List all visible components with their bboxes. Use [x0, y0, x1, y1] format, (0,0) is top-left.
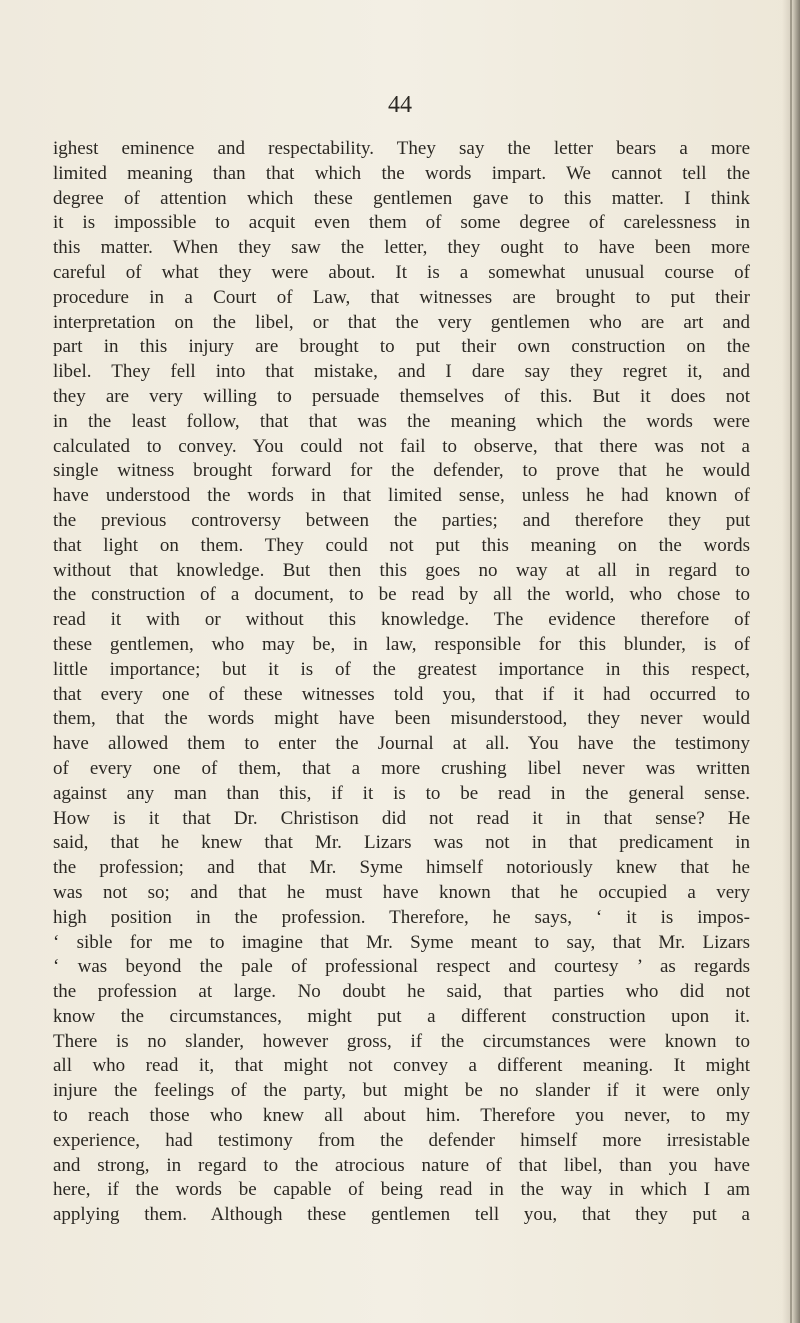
text-line: them, that the words might have been misunderstood, they never would [53, 708, 750, 730]
text-line: the previous controversy between the parties; and therefore they put [53, 509, 750, 531]
text-line: this matter. When they saw the letter, they ought to have been more [53, 237, 750, 259]
text-line: have understood the words in that limited sense, unless he had known of [53, 485, 750, 507]
text-line: interpretation on the libel, or that the very gentlemen who are art and [53, 311, 750, 333]
text-line: in the least follow, that that was the meaning which the words were [53, 410, 750, 432]
text-line: the profession; and that Mr. Syme himself notoriously knew that he [53, 857, 750, 879]
text-line: little importance; but it is of the greatest importance in this respect, [53, 658, 750, 680]
text-line: single witness brought forward for the defender, to prove that he would [53, 460, 750, 482]
text-line: said, that he knew that Mr. Lizars was not in that predicament in [53, 832, 750, 854]
text-line: libel. They fell into that mistake, and I dare say they regret it, and [53, 361, 750, 383]
text-line: the construction of a document, to be read by all the world, who chose to [53, 584, 750, 606]
text-line: to reach those who knew all about him. Therefore you never, to my [53, 1105, 750, 1127]
text-line: all who read it, that might not convey a different meaning. It might [53, 1055, 750, 1077]
page-number: 44 [388, 92, 412, 118]
text-line: careful of what they were about. It is a somewhat unusual course of [53, 261, 750, 283]
text-line: without that knowledge. But then this goes no way at all in regard to [53, 559, 750, 581]
text-line: degree of attention which these gentlemen gave to this matter. I think [53, 187, 750, 209]
text-line: it is impossible to acquit even them of some degree of carelessness in [53, 212, 750, 234]
text-line: the profession at large. No doubt he said, that parties who did not [53, 981, 750, 1003]
text-line: injure the feelings of the party, but might be no slander if it were only [53, 1080, 750, 1102]
text-line: of every one of them, that a more crushing libel never was written [53, 757, 750, 779]
text-line: against any man than this, if it is to be read in the general sense. [53, 782, 750, 804]
text-line: part in this injury are brought to put their own construction on the [53, 336, 750, 358]
text-line: experience, had testimony from the defender himself more irresistable [53, 1129, 750, 1151]
text-line: have allowed them to enter the Journal at all. You have the testimony [53, 733, 750, 755]
text-line: applying them. Although these gentlemen tell you, that they put a [53, 1204, 750, 1226]
text-line: that every one of these witnesses told you, that if it had occurred to [53, 683, 750, 705]
body-text [53, 137, 750, 1228]
text-line: There is no slander, however gross, if the circumstances were known to [53, 1030, 750, 1052]
text-line: they are very willing to persuade themselves of this. But it does not [53, 385, 750, 407]
text-line: these gentlemen, who may be, in law, responsible for this blunder, is of [53, 633, 750, 655]
text-line: How is it that Dr. Christison did not read it in that sense? He [53, 807, 750, 829]
text-line: ‘ sible for me to imagine that Mr. Syme meant to say, that Mr. Lizars [53, 931, 750, 953]
text-line: and strong, in regard to the atrocious nature of that libel, than you have [53, 1154, 750, 1176]
text-line: ighest eminence and respectability. They say the letter bears a more [53, 138, 750, 159]
text-line: procedure in a Court of Law, that witnesses are brought to put their [53, 286, 750, 308]
text-line: ‘ was beyond the pale of professional respect and courtesy ’ as regards [53, 956, 750, 978]
text-line: high position in the profession. Therefore, he says, ‘ it is impos- [53, 906, 750, 928]
text-line: was not so; and that he must have known that he occupied a very [53, 881, 750, 903]
text-line: here, if the words be capable of being read in the way in which I am [53, 1179, 750, 1201]
text-line: read it with or without this knowledge. The evidence therefore of [53, 609, 750, 631]
text-line: know the circumstances, might put a different construction upon it. [53, 1005, 750, 1027]
text-line: limited meaning than that which the words impart. We cannot tell the [53, 162, 750, 184]
text-line: calculated to convey. You could not fail to observe, that there was not a [53, 435, 750, 457]
text-line: that light on them. They could not put this meaning on the words [53, 534, 750, 556]
page-edge-line [790, 0, 792, 1323]
